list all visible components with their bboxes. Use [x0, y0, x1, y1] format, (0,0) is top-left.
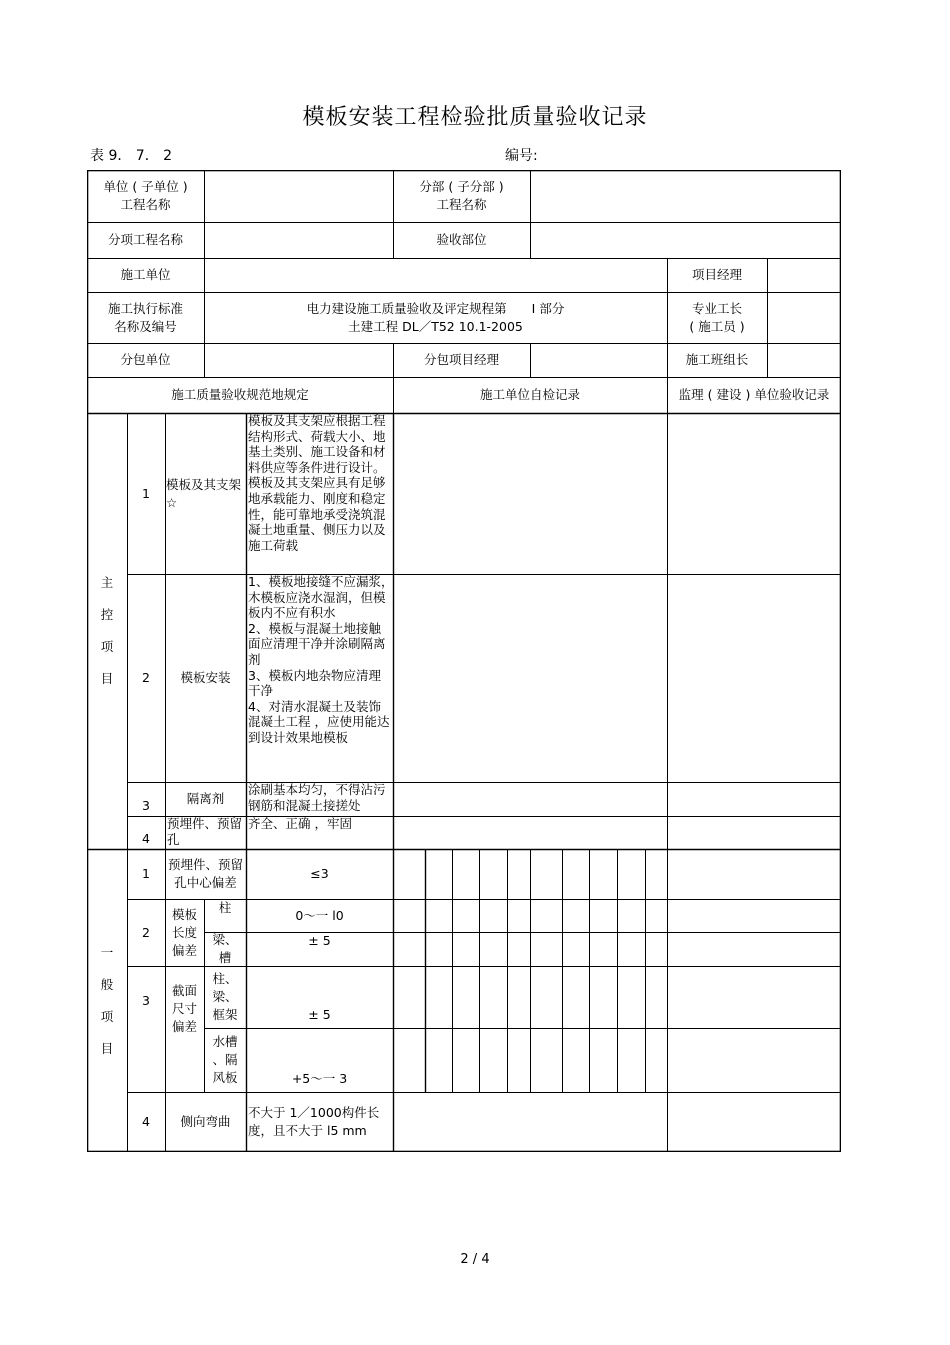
general-item-number: 3 — [142, 993, 150, 1008]
subitem-name-label: 分项工程名称 — [107, 232, 183, 247]
constructor-field[interactable] — [204, 258, 667, 292]
general-item-value: 0～一 l0 — [295, 907, 344, 923]
general-items-label: 一 般 项 目 — [100, 944, 114, 1056]
main-item-spec: 齐全、正确 ，牢固 — [248, 816, 352, 831]
general-sub-item: 水槽 、隔 风板 — [212, 1034, 238, 1085]
general-item-number: 4 — [142, 1114, 150, 1129]
general-sub-item: 柱 — [218, 900, 232, 915]
main-item-number: 2 — [142, 670, 150, 685]
team-leader-label: 施工班组长 — [685, 352, 749, 367]
division-name-field[interactable] — [530, 170, 841, 222]
general-item-value: ± 5 — [308, 933, 331, 948]
subcontractor-label: 分包单位 — [120, 352, 171, 367]
general-item-value: ± 5 — [308, 1007, 331, 1022]
unit-name-label: 单位 ( 子单位 ) 工程名称 — [103, 179, 188, 212]
standard-label: 施工执行标准 名称及编号 — [107, 300, 183, 334]
main-item-spec: 模板及其支架应根据工程结构形式、荷载大小、地基土类别、施工设备和材料供应等条件进行设计。模板及其支架应具有足够地承载能力、刚度和稳定性，能可靠地承受浇筑混凝土地重量、侧压力以及施工荷载 — [248, 413, 386, 553]
general-item-name: 截面 尺寸 偏差 — [171, 983, 197, 1034]
table-number: 表 9． 7． 2 — [90, 148, 173, 164]
general-item-name: 模板 长度 偏差 — [171, 906, 197, 958]
self-check-column-header: 施工单位自检记录 — [479, 387, 580, 402]
main-item-name: 隔离剂 — [186, 791, 225, 806]
main-item-name: 模板及其支架☆ — [166, 476, 242, 510]
foreman-label: 专业工长 ( 施工员 ) — [689, 300, 745, 334]
sub-manager-label: 分包项目经理 — [423, 352, 499, 367]
general-item-number: 1 — [142, 866, 150, 881]
sub-manager-field[interactable] — [530, 343, 667, 377]
main-item-spec: 1、模板地接缝不应漏浆， 木模板应浇水湿润，但模板内不应有积水 2、模板与混凝土地接触面应清理干净并涂刷隔离剂 3、模板内地杂物应清理干净 4、对清水混凝土及装饰混凝土工程 ，应使用能达到设计效果地模板 — [248, 574, 390, 745]
inspection-table — [87, 170, 841, 1152]
general-item-value: ≤3 — [310, 866, 329, 881]
main-item-number: 1 — [142, 485, 150, 501]
main-control-label: 主 控 项 目 — [100, 575, 114, 686]
constructor-label: 施工单位 — [120, 267, 171, 282]
foreman-field[interactable] — [767, 292, 841, 343]
main-item-number: 3 — [142, 798, 150, 813]
general-item-number: 2 — [142, 924, 150, 940]
general-item-name: 预埋件、预留孔中心偏差 — [167, 857, 243, 890]
main-item-number: 4 — [142, 830, 150, 846]
main-item-name: 预埋件、预留孔 — [167, 816, 243, 847]
general-sub-item: 柱、 梁、 框架 — [212, 971, 238, 1022]
standard-value: 电力建设施工质量验收及评定规程第 I 部分 土建工程 DL／T52 10.1-2005 — [306, 300, 565, 334]
general-sub-item: 梁、 槽 — [212, 932, 238, 965]
serial-number-label: 编号: — [505, 148, 538, 164]
subcontractor-field[interactable] — [204, 343, 393, 377]
general-item-value: +5～一 3 — [291, 1071, 348, 1086]
acceptance-part-field[interactable] — [530, 222, 841, 258]
project-manager-label: 项目经理 — [691, 267, 742, 282]
spec-column-header: 施工质量验收规范地规定 — [171, 387, 309, 402]
page-title: 模板安装工程检验批质量验收记录 — [302, 105, 648, 130]
page-number: 2 / 4 — [460, 1252, 490, 1267]
unit-name-field[interactable] — [204, 170, 393, 222]
supervision-column-header: 监理 ( 建设 ) 单位验收记录 — [678, 387, 830, 402]
general-item-name: 侧向弯曲 — [180, 1114, 231, 1129]
team-leader-field[interactable] — [767, 343, 841, 377]
general-item-value: 不大于 1／1000构件长度，且不大于 l5 mm — [248, 1105, 380, 1138]
main-item-name: 模板安装 — [180, 670, 231, 685]
project-manager-field[interactable] — [767, 258, 841, 292]
subitem-name-field[interactable] — [204, 222, 393, 258]
main-item-spec: 涂刷基本均匀，不得沾污钢筋和混凝土接搓处 — [248, 782, 386, 813]
division-name-label: 分部 ( 子分部 ) 工程名称 — [419, 179, 504, 212]
acceptance-part-label: 验收部位 — [436, 232, 487, 247]
